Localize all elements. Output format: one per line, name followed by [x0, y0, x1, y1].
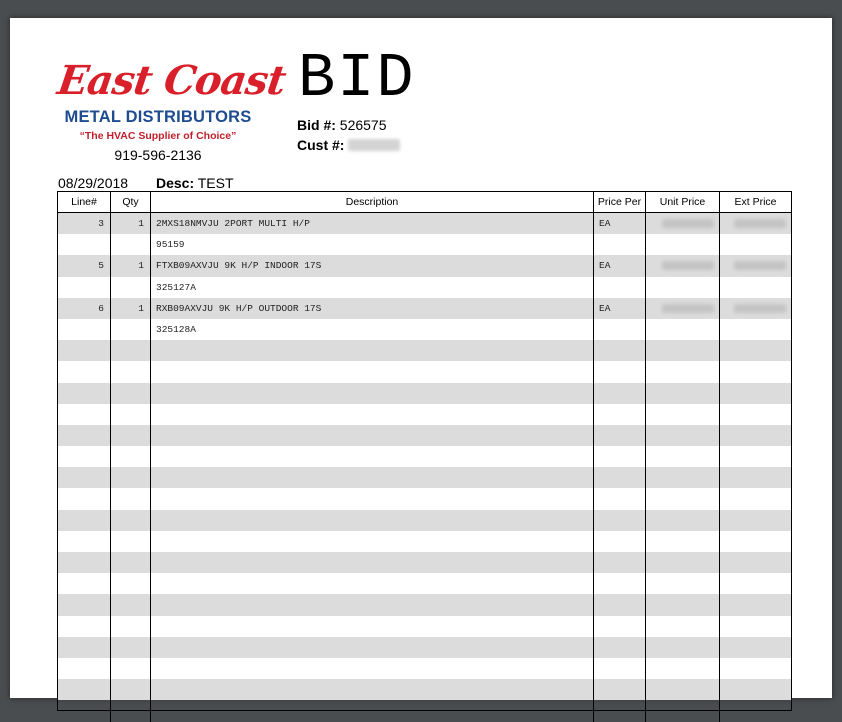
cell-price-per	[594, 234, 646, 255]
cell-qty	[111, 488, 151, 509]
cell-line	[58, 361, 111, 382]
table-row	[58, 319, 791, 340]
cell-description	[151, 467, 594, 488]
cell-description	[151, 361, 594, 382]
cell-price-per	[594, 488, 646, 509]
cell-ext-price	[720, 594, 791, 615]
cell-line: 6	[58, 298, 111, 319]
table-row	[58, 361, 791, 382]
cell-ext-price	[720, 319, 791, 340]
cell-description: RXB09AXVJU 9K H/P OUTDOOR 17S	[151, 298, 594, 319]
table-row	[58, 234, 791, 255]
cell-ext-price	[720, 700, 791, 721]
cell-price-per	[594, 679, 646, 700]
cell-price-per	[594, 616, 646, 637]
cell-price-per	[594, 361, 646, 382]
document-title: BID	[298, 43, 416, 114]
line-items-table	[57, 191, 792, 711]
table-row	[58, 383, 791, 404]
cell-price-per	[594, 277, 646, 298]
cell-description	[151, 700, 594, 721]
cell-description	[151, 658, 594, 679]
cell-price-per	[594, 319, 646, 340]
cell-line	[58, 488, 111, 509]
cell-price-per	[594, 467, 646, 488]
date-desc-line	[58, 175, 234, 191]
cell-ext-price	[720, 467, 791, 488]
cell-qty	[111, 446, 151, 467]
cell-price-per	[594, 510, 646, 531]
cell-unit-price	[646, 383, 720, 404]
cell-line	[58, 467, 111, 488]
cell-description	[151, 383, 594, 404]
cell-price-per	[594, 425, 646, 446]
table-row	[58, 340, 791, 361]
cell-ext-price	[720, 510, 791, 531]
cell-line	[58, 573, 111, 594]
cell-ext-price	[720, 658, 791, 679]
logo-tagline: “The HVAC Supplier of Choice”	[79, 130, 237, 142]
bid-document-page	[10, 18, 832, 698]
table-row	[58, 700, 791, 721]
desc-label: Desc:	[155, 175, 195, 191]
cell-description	[151, 637, 594, 658]
cell-price-per	[594, 404, 646, 425]
cell-description: 325127A	[151, 277, 594, 298]
cell-description	[151, 488, 594, 509]
table-row	[58, 594, 791, 615]
cell-line	[58, 700, 111, 721]
cell-price-per	[594, 658, 646, 679]
cell-unit-price	[646, 594, 720, 615]
cell-qty	[111, 404, 151, 425]
cell-unit-price	[646, 552, 720, 573]
logo-company-name: METAL DISTRIBUTORS	[64, 108, 252, 126]
cell-description	[151, 573, 594, 594]
cell-line	[58, 340, 111, 361]
table-row	[58, 552, 791, 573]
cell-description	[151, 552, 594, 573]
cell-qty	[111, 425, 151, 446]
table-row	[58, 531, 791, 552]
cell-line	[58, 679, 111, 700]
cell-price-per	[594, 573, 646, 594]
header-qty: Qty	[111, 192, 151, 212]
header-unit-price: Unit Price	[646, 192, 720, 212]
cell-qty	[111, 383, 151, 404]
logo-script-text: East Coast	[54, 57, 289, 104]
cell-unit-price	[646, 510, 720, 531]
cell-price-per	[594, 531, 646, 552]
cell-line	[58, 404, 111, 425]
cell-price-per	[594, 700, 646, 721]
cell-description	[151, 594, 594, 615]
cell-ext-price	[720, 277, 791, 298]
cell-line	[58, 319, 111, 340]
cell-unit-price	[646, 573, 720, 594]
cell-qty	[111, 573, 151, 594]
table-row	[58, 488, 791, 509]
header-line: Line#	[58, 192, 111, 212]
cell-ext-price	[720, 361, 791, 382]
table-row	[58, 467, 791, 488]
cell-ext-price	[720, 488, 791, 509]
cell-qty	[111, 679, 151, 700]
cell-line	[58, 531, 111, 552]
table-row	[58, 446, 791, 467]
table-row	[58, 255, 791, 276]
table-header	[58, 192, 791, 213]
cell-ext-price	[720, 531, 791, 552]
cell-qty	[111, 319, 151, 340]
cell-ext-price	[720, 616, 791, 637]
cell-ext-price	[720, 425, 791, 446]
table-row	[58, 277, 791, 298]
header-ext-price: Ext Price	[734, 196, 777, 208]
bid-number-label: Bid #:	[297, 117, 336, 133]
cell-qty	[111, 658, 151, 679]
cell-line: 5	[58, 255, 111, 276]
cell-description	[151, 616, 594, 637]
cell-qty	[111, 531, 151, 552]
customer-number-label: Cust #:	[297, 137, 345, 153]
bid-number	[297, 117, 387, 133]
cell-qty: 1	[111, 298, 151, 319]
cell-unit-price	[646, 679, 720, 700]
cell-ext-price	[720, 383, 791, 404]
cell-description: FTXB09AXVJU 9K H/P INDOOR 17S	[151, 255, 594, 276]
cell-qty	[111, 700, 151, 721]
cell-ext-price	[720, 446, 791, 467]
cell-line: 3	[58, 213, 111, 234]
cell-description: 325128A	[151, 319, 594, 340]
cell-qty	[111, 340, 151, 361]
cell-price-per	[594, 383, 646, 404]
cell-line	[58, 383, 111, 404]
table-row	[58, 637, 791, 658]
price-redacted	[662, 261, 714, 270]
cell-unit-price	[646, 234, 720, 255]
cell-line	[58, 637, 111, 658]
price-redacted	[734, 219, 786, 228]
cell-price-per	[594, 340, 646, 361]
cell-qty: 1	[111, 255, 151, 276]
cell-line	[58, 552, 111, 573]
cell-qty	[111, 510, 151, 531]
price-redacted	[662, 219, 714, 228]
cell-unit-price	[646, 425, 720, 446]
cell-qty	[111, 361, 151, 382]
cell-description	[151, 531, 594, 552]
cell-unit-price	[646, 488, 720, 509]
company-phone: 919-596-2136	[114, 147, 202, 163]
cell-unit-price	[646, 531, 720, 552]
cell-line	[58, 594, 111, 615]
cell-unit-price	[646, 361, 720, 382]
cell-description	[151, 404, 594, 425]
price-redacted	[734, 261, 786, 270]
table-row	[58, 213, 791, 234]
cell-ext-price	[720, 679, 791, 700]
cell-description: 2MXS18NMVJU 2PORT MULTI H/P	[151, 213, 594, 234]
company-logo	[54, 56, 289, 166]
cell-price-per: EA	[594, 213, 646, 234]
cell-qty	[111, 467, 151, 488]
cell-unit-price	[646, 467, 720, 488]
cell-unit-price	[646, 340, 720, 361]
table-row	[58, 679, 791, 700]
table-row	[58, 573, 791, 594]
customer-number	[297, 137, 400, 153]
cell-line	[58, 658, 111, 679]
cell-qty	[111, 594, 151, 615]
table-row	[58, 298, 791, 319]
header-price-per: Price Per	[594, 192, 646, 212]
cell-qty: 1	[111, 213, 151, 234]
cell-ext-price	[720, 340, 791, 361]
cell-unit-price	[646, 700, 720, 721]
cell-unit-price	[646, 213, 720, 234]
cell-qty	[111, 552, 151, 573]
cell-unit-price	[646, 616, 720, 637]
cell-line	[58, 425, 111, 446]
table-row	[58, 616, 791, 637]
cell-unit-price	[646, 637, 720, 658]
cell-qty	[111, 277, 151, 298]
cell-price-per	[594, 594, 646, 615]
cell-price-per	[594, 637, 646, 658]
cell-unit-price	[646, 319, 720, 340]
cell-price-per	[594, 446, 646, 467]
header-description: Description	[151, 192, 594, 212]
bid-date: 08/29/2018	[58, 175, 129, 191]
cell-description	[151, 340, 594, 361]
cell-unit-price	[646, 255, 720, 276]
price-redacted	[734, 304, 786, 313]
cell-line	[58, 616, 111, 637]
cell-ext-price	[720, 637, 791, 658]
desc-value: TEST	[197, 175, 234, 191]
cell-ext-price	[720, 573, 791, 594]
cell-unit-price	[646, 277, 720, 298]
table-row	[58, 404, 791, 425]
cell-line	[58, 277, 111, 298]
cell-ext-price	[720, 298, 791, 319]
cell-ext-price	[720, 552, 791, 573]
bid-number-value: 526575	[339, 117, 387, 133]
cell-price-per: EA	[594, 298, 646, 319]
cell-ext-price	[720, 404, 791, 425]
table-row	[58, 425, 791, 446]
cell-description	[151, 679, 594, 700]
cell-line	[58, 510, 111, 531]
cell-description	[151, 425, 594, 446]
cell-qty	[111, 234, 151, 255]
cell-ext-price	[720, 255, 791, 276]
cell-line	[58, 234, 111, 255]
cell-ext-price	[720, 234, 791, 255]
table-row	[58, 658, 791, 679]
cell-price-per: EA	[594, 255, 646, 276]
cell-description	[151, 446, 594, 467]
cell-unit-price	[646, 446, 720, 467]
cell-unit-price	[646, 658, 720, 679]
cell-unit-price	[646, 298, 720, 319]
cell-description: 95159	[151, 234, 594, 255]
table-row	[58, 510, 791, 531]
table-body	[58, 213, 791, 722]
customer-number-redacted	[348, 139, 400, 151]
cell-price-per	[594, 552, 646, 573]
cell-line	[58, 446, 111, 467]
price-redacted	[662, 304, 714, 313]
cell-unit-price	[646, 404, 720, 425]
cell-description	[151, 510, 594, 531]
cell-qty	[111, 637, 151, 658]
cell-qty	[111, 616, 151, 637]
cell-ext-price	[720, 213, 791, 234]
